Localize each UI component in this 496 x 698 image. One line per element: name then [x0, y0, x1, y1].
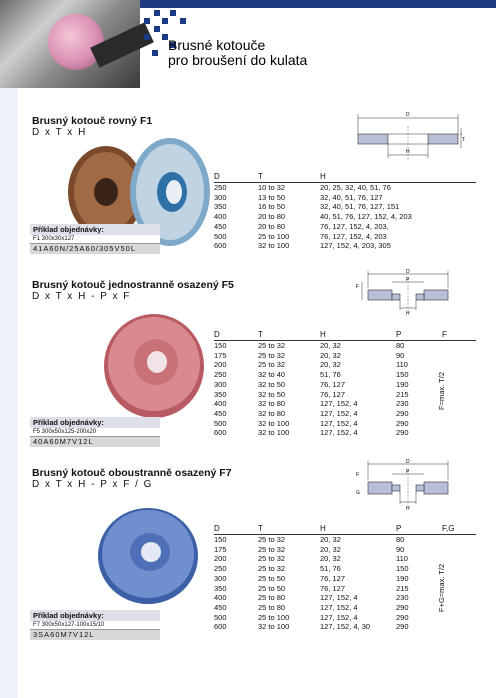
diagram-label-h: H — [406, 311, 410, 317]
table-cell: 290 — [396, 408, 409, 418]
table-cell: 175 — [214, 350, 227, 360]
order-example-spec: F5 300x50x125-200x20 — [30, 428, 160, 437]
grid-square — [170, 10, 176, 16]
table-cell: 25 to 32 — [258, 360, 286, 370]
table-cell: 25 to 50 — [258, 573, 286, 583]
diagram-label-f: F — [356, 284, 360, 290]
table-cell: 150 — [396, 370, 409, 380]
order-example-code: 40A60M7V12L — [30, 437, 160, 447]
diagram-label-h: H — [406, 506, 410, 512]
order-example-spec: F1 300x30x127 — [30, 235, 160, 244]
table-cell: 350 — [214, 389, 227, 399]
diagram-label-h: H — [406, 149, 410, 155]
order-example-label: Příklad objednávky: — [30, 224, 160, 235]
table-cell: 400 — [214, 399, 227, 409]
column-header: D — [214, 330, 220, 339]
table-cell: 76, 127, 152, 4, 203, — [320, 221, 389, 231]
table-cell: 32 to 100 — [258, 428, 290, 438]
order-example-f1 — [30, 224, 160, 254]
table-cell: 250 — [214, 183, 227, 192]
table-cell: 500 — [214, 418, 227, 428]
table-cell: 127, 152, 4, 203, 305 — [320, 241, 391, 251]
table-divider — [214, 534, 476, 535]
grid-square — [144, 34, 150, 40]
column-header: P — [396, 330, 402, 339]
diagram-label-p: P — [406, 469, 410, 475]
table-cell: 32 to 100 — [258, 241, 290, 251]
table-cell: 25 to 32 — [258, 535, 286, 544]
column-header: T — [258, 330, 263, 339]
table-cell: 20 to 80 — [258, 212, 286, 222]
order-example-label: Příklad objednávky: — [30, 417, 160, 428]
table-cell: 20, 32 — [320, 554, 341, 564]
table-cell: 76, 127 — [320, 583, 346, 593]
table-cell: 32 to 100 — [258, 622, 290, 632]
order-example-code: 41A60N/25A60/305V50L — [30, 244, 160, 254]
column-header: H — [320, 172, 326, 181]
grid-square — [154, 26, 160, 32]
table-cell: 32 to 40 — [258, 370, 286, 380]
table-cell: 190 — [396, 379, 409, 389]
table-cell: 400 — [214, 212, 227, 222]
diagram-label-d: D — [406, 459, 410, 465]
diagram-label-p: P — [406, 277, 410, 283]
section-formula-f5: D x T x H - P x F — [32, 291, 131, 302]
table-cell: 127, 152, 4 — [320, 612, 358, 622]
table-cell: 500 — [214, 231, 227, 241]
table-cell: 20, 32 — [320, 535, 341, 544]
table-cell: 350 — [214, 202, 227, 212]
diagram-label-g: G — [356, 490, 360, 496]
column-header: F,G — [442, 524, 455, 533]
table-cell: 76, 127 — [320, 389, 346, 399]
diagram-f5 — [352, 268, 464, 318]
table-cell: 150 — [214, 341, 227, 350]
table-cell: 290 — [396, 612, 409, 622]
table-cell: 51, 76 — [320, 370, 341, 380]
table-cell: 300 — [214, 192, 227, 202]
table-cell: 150 — [396, 564, 409, 574]
table-cell: 40, 51, 76, 127, 152, 4, 203 — [320, 212, 412, 222]
section-formula-f7: D x T x H - P x F / G — [32, 479, 153, 490]
table-cell: 110 — [396, 554, 408, 564]
diagram-label-d: D — [406, 269, 410, 275]
order-example-code: 3SA60M7V12L — [30, 630, 160, 640]
note-f5: F=max. T/2 — [437, 372, 446, 410]
section-formula-f1: D x T x H — [32, 127, 87, 138]
table-cell: 350 — [214, 583, 227, 593]
table-cell: 32 to 100 — [258, 418, 290, 428]
table-cell: 600 — [214, 428, 227, 438]
order-example-spec: F7 300x50x127-100x15/10 — [30, 621, 160, 630]
table-cell: 290 — [396, 428, 409, 438]
table-cell: 110 — [396, 360, 408, 370]
table-cell: 25 to 32 — [258, 341, 286, 350]
table-cell: 80 — [396, 535, 405, 544]
table-cell: 25 to 50 — [258, 583, 286, 593]
table-cell: 215 — [396, 583, 409, 593]
grinding-wheel-photo — [48, 14, 104, 70]
table-cell: 16 to 50 — [258, 202, 286, 212]
table-cell: 230 — [396, 593, 409, 603]
table-cell: 32, 40, 51, 76, 127 — [320, 192, 383, 202]
order-example-f7 — [30, 610, 160, 640]
table-cell: 25 to 32 — [258, 564, 286, 574]
table-cell: 51, 76 — [320, 564, 341, 574]
order-example-f5 — [30, 417, 160, 447]
note-f7: F+G=max. T/2 — [437, 563, 446, 612]
wheel-photo-f5 — [96, 310, 208, 420]
table-cell: 32 to 80 — [258, 399, 286, 409]
table-cell: 32 to 50 — [258, 379, 286, 389]
table-cell: 450 — [214, 221, 227, 231]
table-cell: 76, 127 — [320, 573, 346, 583]
table-cell: 25 to 32 — [258, 544, 286, 554]
table-cell: 127, 152, 4 — [320, 408, 358, 418]
table-cell: 190 — [396, 573, 409, 583]
table-cell: 20, 32 — [320, 544, 341, 554]
diagram-f7 — [352, 458, 464, 512]
table-cell: 20, 32 — [320, 341, 341, 350]
page-title — [168, 38, 307, 68]
diagram-f1 — [352, 108, 464, 164]
grid-square — [162, 18, 168, 24]
table-cell: 290 — [396, 622, 409, 632]
table-cell: 250 — [214, 564, 227, 574]
table-cell: 215 — [396, 389, 409, 399]
column-header: T — [258, 172, 263, 181]
table-cell: 300 — [214, 379, 227, 389]
diagram-label-f: F — [356, 472, 360, 478]
table-cell: 600 — [214, 622, 227, 632]
section-title-f5: Brusný kotouč jednostranně osazený F5 — [32, 279, 234, 291]
table-cell: 90 — [396, 350, 405, 360]
header-photo — [0, 0, 140, 88]
diagram-label-d: D — [406, 112, 410, 118]
table-cell: 10 to 32 — [258, 183, 286, 192]
table-cell: 20, 32 — [320, 360, 341, 370]
table-cell: 25 to 80 — [258, 602, 286, 612]
column-header: P — [396, 524, 402, 533]
column-header: F — [442, 330, 447, 339]
table-cell: 76, 127 — [320, 379, 346, 389]
table-cell: 25 to 80 — [258, 593, 286, 603]
table-cell: 127, 152, 4 — [320, 593, 358, 603]
table-cell: 500 — [214, 612, 227, 622]
section-title-f1: Brusný kotouč rovný F1 — [32, 115, 153, 127]
column-header: T — [258, 524, 263, 533]
table-cell: 300 — [214, 573, 227, 583]
column-header: H — [320, 330, 326, 339]
table-cell: 127, 152, 4 — [320, 418, 358, 428]
column-header: H — [320, 524, 326, 533]
table-cell: 90 — [396, 544, 405, 554]
grid-square — [144, 18, 150, 24]
side-strip — [0, 88, 18, 698]
table-cell: 127, 152, 4 — [320, 399, 358, 409]
table-cell: 76, 127, 152, 4, 203 — [320, 231, 387, 241]
table-cell: 127, 152, 4 — [320, 428, 358, 438]
wheel-photo-f7 — [92, 500, 204, 608]
table-cell: 20, 25, 32, 40, 51, 76 — [320, 183, 391, 192]
page-title-line1: Brusné kotouče — [168, 37, 266, 53]
column-header: D — [214, 524, 220, 533]
table-divider — [214, 340, 476, 341]
table-cell: 25 to 32 — [258, 554, 286, 564]
table-cell: 175 — [214, 544, 227, 554]
table-cell: 20 to 80 — [258, 221, 286, 231]
page-title-line2: pro broušení do kulata — [168, 52, 308, 68]
table-cell: 200 — [214, 360, 227, 370]
table-cell: 32 to 80 — [258, 408, 286, 418]
table-cell: 25 to 100 — [258, 612, 290, 622]
table-cell: 25 to 100 — [258, 231, 290, 241]
grid-square — [152, 50, 158, 56]
table-cell: 150 — [214, 535, 227, 544]
table-cell: 127, 152, 4, 30 — [320, 622, 371, 632]
section-title-f7: Brusný kotouč oboustranně osazený F7 — [32, 467, 232, 479]
table-cell: 32 to 50 — [258, 389, 286, 399]
table-cell: 290 — [396, 602, 409, 612]
diagram-label-t: T — [462, 137, 466, 143]
table-cell: 450 — [214, 408, 227, 418]
table-cell: 200 — [214, 554, 227, 564]
column-header: D — [214, 172, 220, 181]
table-cell: 600 — [214, 241, 227, 251]
table-cell: 400 — [214, 593, 227, 603]
table-cell: 20, 32 — [320, 350, 341, 360]
table-cell: 25 to 32 — [258, 350, 286, 360]
table-cell: 127, 152, 4 — [320, 602, 358, 612]
order-example-label: Příklad objednávky: — [30, 610, 160, 621]
table-cell: 13 to 50 — [258, 192, 286, 202]
table-cell: 32, 40, 51, 76, 127, 151 — [320, 202, 400, 212]
table-cell: 450 — [214, 602, 227, 612]
grid-square — [154, 10, 160, 16]
grid-square — [180, 18, 186, 24]
table-cell: 250 — [214, 370, 227, 380]
table-cell: 230 — [396, 399, 409, 409]
table-cell: 80 — [396, 341, 405, 350]
table-cell: 290 — [396, 418, 409, 428]
